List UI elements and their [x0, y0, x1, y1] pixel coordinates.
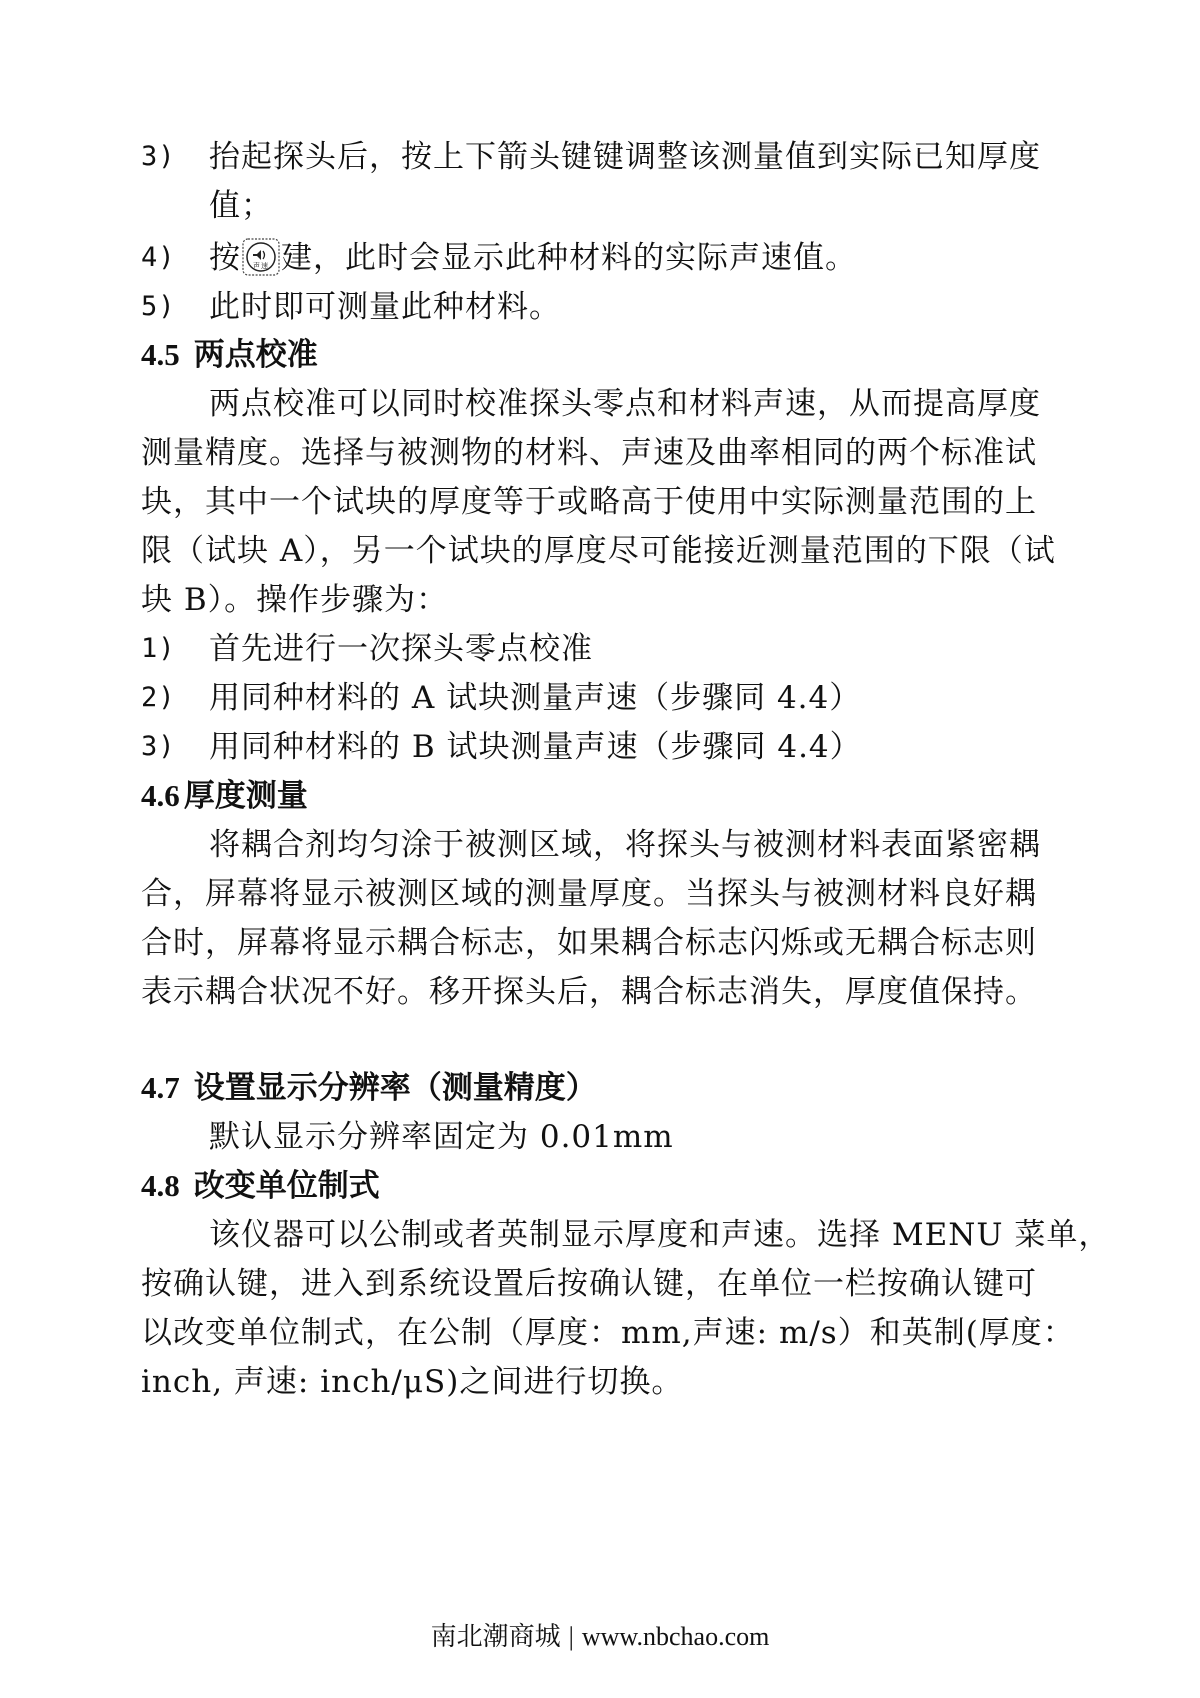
step-text: 首先进行一次探头零点校准 [209, 631, 593, 667]
footer-site-name: 南北潮商城 [430, 1622, 561, 1651]
paragraph-line: 两点校准可以同时校准探头零点和材料声速，从而提高厚度 [209, 386, 1041, 422]
section-title: 厚度测量 [183, 778, 308, 814]
paragraph-line: 以改变单位制式，在公制（厚度：mm,声速: m/s）和英制(厚度： [141, 1315, 1075, 1351]
section-title: 设置显示分辨率（测量精度） [193, 1070, 597, 1106]
section-heading-4-5 [141, 335, 318, 375]
footer-separator: | [568, 1622, 574, 1651]
step-text: 此时即可测量此种材料。 [209, 289, 561, 325]
paragraph-line: 将耦合剂均匀涂于被测区域，将探头与被测材料表面紧密耦 [209, 827, 1041, 863]
paragraph-line: 块，其中一个试块的厚度等于或略高于使用中实际测量范围的上 [141, 484, 1037, 520]
sound-speed-key-icon [242, 238, 280, 276]
step-number: 3) [141, 141, 176, 172]
step-number: 1) [141, 633, 176, 664]
paragraph-line: 该仪器可以公制或者英制显示厚度和声速。选择 MENU 菜单， [209, 1217, 1111, 1253]
paragraph-line: 按确认键，进入到系统设置后按确认键，在单位一栏按确认键可 [141, 1266, 1037, 1302]
section-number: 4.7 [141, 1070, 180, 1105]
page-footer [0, 1620, 1200, 1654]
paragraph-line: 默认显示分辨率固定为 0.01mm [209, 1119, 674, 1155]
step-text-post: 建，此时会显示此种材料的实际声速值。 [281, 240, 857, 276]
paragraph-line: 合，屏幕将显示被测区域的测量厚度。当探头与被测材料良好耦 [141, 876, 1037, 912]
section-title: 改变单位制式 [193, 1168, 380, 1204]
section-number: 4.6 [141, 778, 180, 813]
section-number: 4.8 [141, 1168, 180, 1203]
section-number: 4.5 [141, 337, 180, 372]
paragraph-line: 限（试块 A），另一个试块的厚度尽可能接近测量范围的下限（试 [141, 533, 1056, 569]
step-text [209, 238, 857, 278]
step-text: 用同种材料的 A 试块测量声速（步骤同 4.4） [209, 680, 862, 716]
step-44-3-continuation: 值； [209, 188, 273, 224]
section-heading-4-6 [141, 776, 308, 816]
section-heading-4-8 [141, 1166, 380, 1206]
footer-url-link[interactable]: www.nbchao.com [581, 1622, 770, 1651]
step-text: 用同种材料的 B 试块测量声速（步骤同 4.4） [209, 729, 862, 765]
step-number: 5) [141, 291, 176, 322]
paragraph-line: 表示耦合状况不好。移开探头后，耦合标志消失，厚度值保持。 [141, 974, 1037, 1010]
step-number: 4) [141, 242, 176, 273]
paragraph-line: 合时，屏幕将显示耦合标志，如果耦合标志闪烁或无耦合标志则 [141, 925, 1037, 961]
step-text: 抬起探头后，按上下箭头键键调整该测量值到实际已知厚度 [209, 139, 1041, 175]
step-text-pre: 按 [209, 240, 241, 276]
step-number: 3) [141, 731, 176, 762]
step-number: 2) [141, 682, 176, 713]
paragraph-line: 测量精度。选择与被测物的材料、声速及曲率相同的两个标准试 [141, 435, 1037, 471]
section-heading-4-7 [141, 1068, 597, 1108]
paragraph-line: inch, 声速: inch/μS)之间进行切换。 [141, 1364, 684, 1400]
svg-text:声速: 声速 [253, 262, 269, 270]
section-title: 两点校准 [193, 337, 318, 373]
paragraph-line: 块 B）。操作步骤为： [141, 582, 449, 618]
